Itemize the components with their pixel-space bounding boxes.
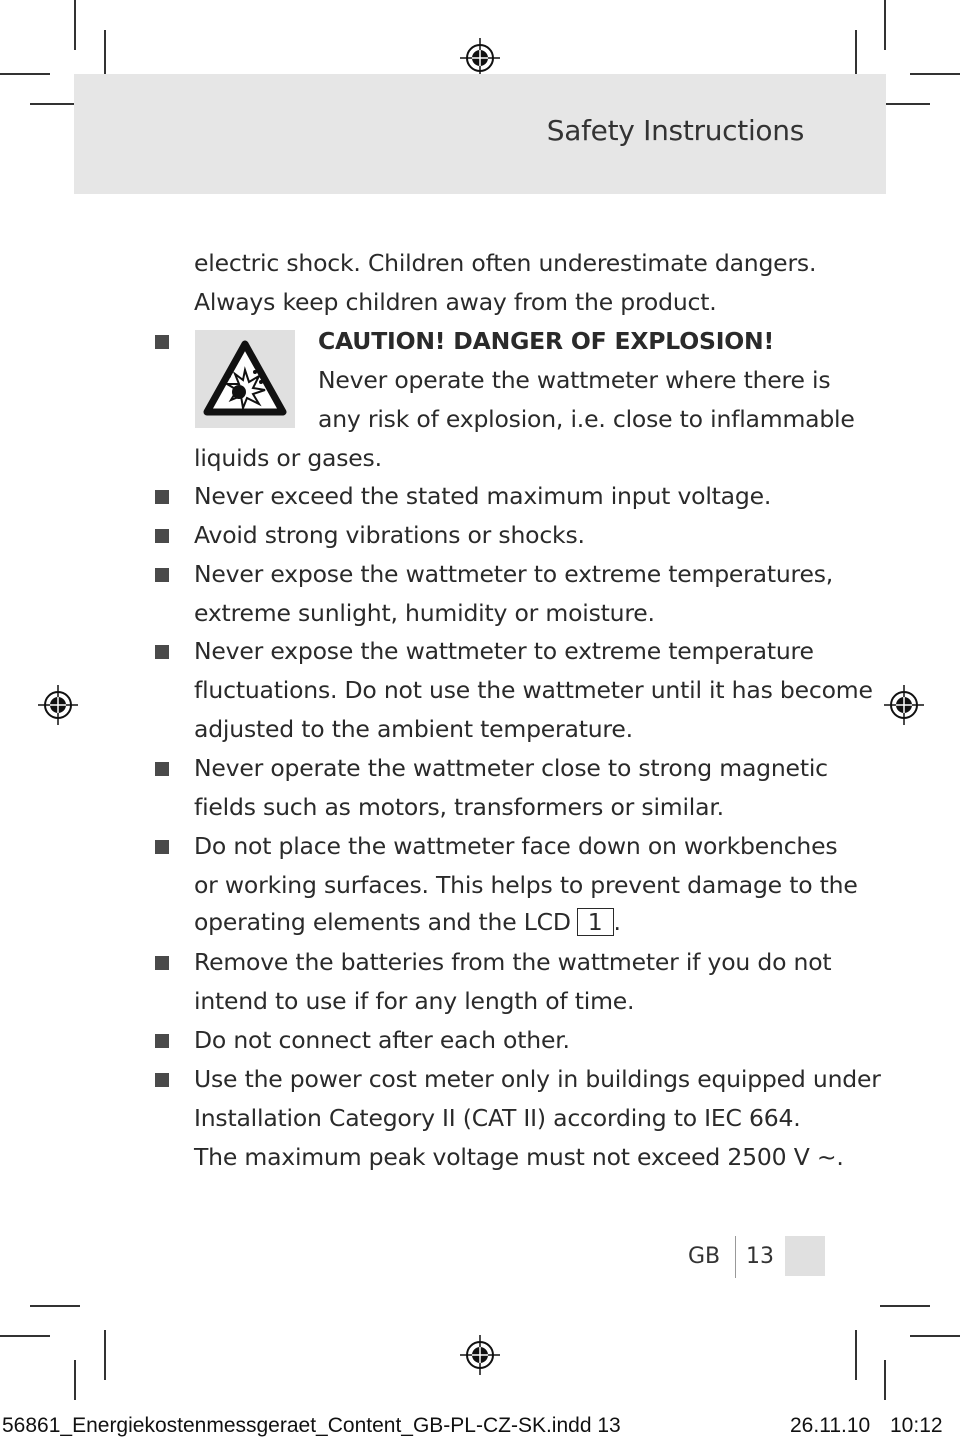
list-item: Never operate the wattmeter close to strong magnetic <box>194 754 828 782</box>
list-item: Use the power cost meter only in buildings equipped under <box>194 1065 881 1093</box>
crop-mark <box>104 1330 106 1380</box>
page-tab <box>785 1236 825 1276</box>
slug-file: 56861_Energiekostenmessgeraet_Content_GB-PL-CZ-SK.indd 13 <box>2 1414 621 1437</box>
registration-mark-icon <box>460 1335 500 1375</box>
bullet-square-icon <box>155 1073 169 1087</box>
crop-mark <box>880 1305 930 1307</box>
list-item: extreme sunlight, humidity or moisture. <box>194 599 655 627</box>
list-item: Do not place the wattmeter face down on workbenches <box>194 832 838 860</box>
list-item: adjusted to the ambient temperature. <box>194 715 633 743</box>
list-item: Remove the batteries from the wattmeter if you do not <box>194 948 832 976</box>
list-item-text: operating elements and the LCD <box>194 908 571 936</box>
list-item: Never exceed the stated maximum input voltage. <box>194 482 772 510</box>
list-item: Avoid strong vibrations or shocks. <box>194 521 585 549</box>
crop-mark <box>884 1360 886 1400</box>
list-item: or working surfaces. This helps to prevent damage to the <box>194 871 858 899</box>
list-item: Do not connect after each other. <box>194 1026 570 1054</box>
lcd-reference-number: 1 <box>577 908 614 936</box>
bullet-square-icon <box>155 490 169 504</box>
divider <box>735 1236 736 1278</box>
list-item: intend to use if for any length of time. <box>194 987 635 1015</box>
caution-heading: CAUTION! DANGER OF EXPLOSION! <box>318 327 775 355</box>
list-item <box>194 908 621 936</box>
body-text: any risk of explosion, i.e. close to inflammable <box>318 405 855 433</box>
bullet-square-icon <box>155 529 169 543</box>
bullet-square-icon <box>155 568 169 582</box>
body-text: liquids or gases. <box>194 444 382 472</box>
bullet-square-icon <box>155 840 169 854</box>
list-item: fluctuations. Do not use the wattmeter until it has become <box>194 676 873 704</box>
crop-mark <box>30 1305 80 1307</box>
explosion-warning-icon <box>195 330 295 428</box>
bullet-square-icon <box>155 335 169 349</box>
crop-mark <box>910 1335 960 1337</box>
body-text: Always keep children away from the product. <box>194 288 717 316</box>
language-code: GB <box>688 1244 721 1269</box>
bullet-square-icon <box>155 645 169 659</box>
crop-mark <box>74 1360 76 1400</box>
page-number: 13 <box>746 1244 774 1269</box>
list-item: Never expose the wattmeter to extreme temperature <box>194 637 814 665</box>
slug-time: 10:12 <box>890 1414 943 1437</box>
list-item: Installation Category II (CAT II) according to IEC 664. <box>194 1104 801 1132</box>
body-text: Never operate the wattmeter where there is <box>318 366 831 394</box>
page-title: Safety Instructions <box>546 114 804 147</box>
list-item: fields such as motors, transformers or similar. <box>194 793 724 821</box>
crop-mark <box>0 1335 50 1337</box>
list-item-text: . <box>613 908 621 936</box>
list-item: Never expose the wattmeter to extreme temperatures, <box>194 560 834 588</box>
bullet-square-icon <box>155 956 169 970</box>
list-item: The maximum peak voltage must not exceed 2500 V ~. <box>194 1143 844 1171</box>
bullet-square-icon <box>155 1034 169 1048</box>
crop-mark <box>855 1330 857 1380</box>
bullet-square-icon <box>155 762 169 776</box>
slug-date: 26.11.10 <box>790 1414 871 1437</box>
body-text: electric shock. Children often underestimate dangers. <box>194 249 817 277</box>
